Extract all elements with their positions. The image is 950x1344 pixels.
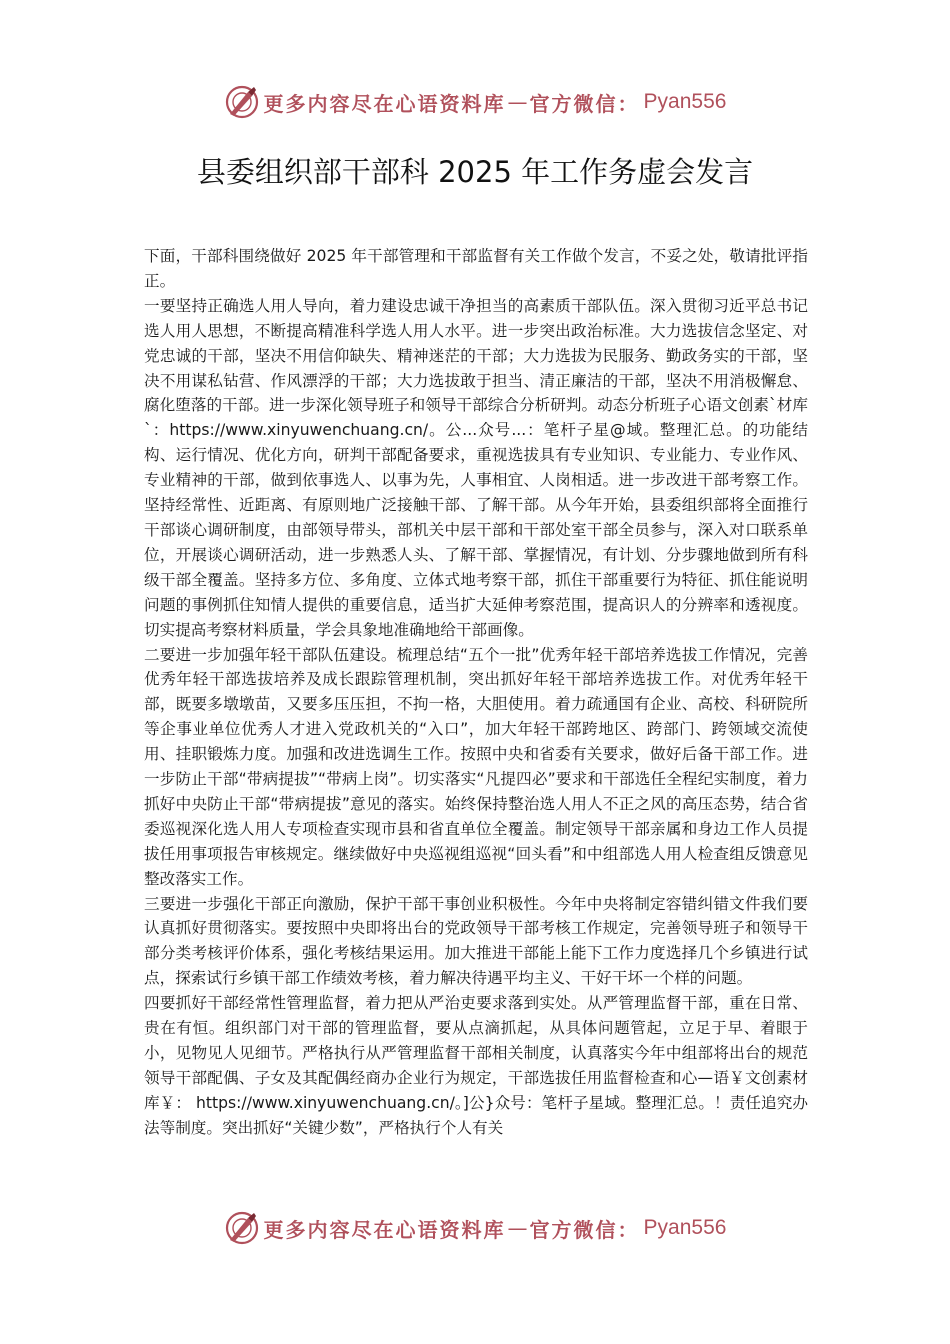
document-body	[144, 244, 808, 1141]
paragraph-section-2: 二要进一步加强年轻干部队伍建设。梳理总结“五个一批”优秀年轻干部培养选拔工作情况，完善优秀年轻干部选拔培养及成长跟踪管理机制，突出抓好年轻干部培养选拔工作。对优秀年轻干部，既要多墩墩苗，又要多压压担，不拘一格，大胆使用。着力疏通国有企业、高校、科研院所等企事业单位优秀人才进入党政机关的“入口”，加大年轻干部跨地区、跨部门、跨领域交流使用、挂职锻炼力度。加强和改进选调生工作。按照中央和省委有关要求，做好后备干部工作。进一步防止干部“带病提拔”“带病上岗”。切实落实“凡提四必”要求和干部选任全程纪实制度，着力抓好中央防止干部“带病提拔”意见的落实。始终保持整治选人用人不正之风的高压态势，结合省委巡视深化选人用人专项检查实现市县和省直单位全覆盖。制定领导干部亲属和身边工作人员提拔任用事项报告审核规定。继续做好中央巡视组巡视“回头看”和中组部选人用人检查组反馈意见整改落实工作。	[144, 645, 808, 888]
paragraph-section-4: 四要抓好干部经常性管理监督，着力把从严治吏要求落到实处。从严管理监督干部，重在日常、贵在有恒。组织部门对干部的管理监督，要从点滴抓起，从具体问题管起，立足于早、着眼于小，见物见人见细节。严格执行从严管理监督干部相关制度，认真落实今年中组部将出台的规范领导干部配偶、子女及其配偶经商办企业行为规定，干部选拔任用监督检查和心—语￥文创素材库￥： https://www.xinyuwenchuang.cn/。]公}众号：笔杆子星域。整理汇总。！责任追究办法等制度。突出抓好“关键少数”，严格执行个人有关	[144, 994, 808, 1137]
header-banner	[0, 80, 950, 124]
paragraph-section-3: 三要进一步强化干部正向激励，保护干部干事创业积极性。今年中央将制定容错纠错文件我们要认真抓好贯彻落实。要按照中央即将出台的党政领导干部考核工作规定，完善领导班子和领导干部分类考核评价体系，强化考核结果运用。加大推进干部能上能下工作力度选择几个乡镇进行试点，探索试行乡镇干部工作绩效考核，着力解决待遇平均主义、干好干坏一个样的问题。	[144, 894, 808, 988]
banner-slogan: 更多内容尽在心语资料库	[263, 1217, 506, 1242]
banner-separator: —	[507, 1216, 528, 1240]
banner-wechat-label: 官方微信：	[529, 91, 640, 116]
banner-wechat-label: 官方微信：	[529, 1217, 640, 1242]
pen-logo-icon	[224, 84, 260, 120]
document-title: 县委组织部干部科 2025 年工作务虚会发言	[196, 155, 754, 189]
banner-wechat-id: Pyan556	[643, 90, 727, 113]
footer-banner	[0, 1206, 950, 1250]
pen-logo-icon	[224, 1210, 260, 1246]
paragraph-section-1: 一要坚持正确选人用人导向，着力建设忠诚干净担当的高素质干部队伍。深入贯彻习近平总书记选人用人思想，不断提高精准科学选人用人水平。进一步突出政治标准。大力选拔信念坚定、对党忠诚的干部，坚决不用信仰缺失、精神迷茫的干部；大力选拔为民服务、勤政务实的干部，坚决不用谋私钻营、作风漂浮的干部；大力选拔敢于担当、清正廉洁的干部，坚决不用消极懈怠、腐化堕落的干部。进一步深化领导班子和领导干部综合分析研判。动态分析班子心语文创素`材库`：https://www.xinyuwenchuang.cn/。公...众号...：笔杆子星@域。整理汇总。的功能结构、运行情况、优化方向，研判干部配备要求，重视选拔具有专业知识、专业能力、专业作风、专业精神的干部，做到依事选人、以事为先，人事相宜、人岗相适。进一步改进干部考察工作。坚持经常性、近距离、有原则地广泛接触干部、了解干部。从今年开始，县委组织部将全面推行干部谈心调研制度，由部领导带头，部机关中层干部和干部处室干部全员参与，深入对口联系单位，开展谈心调研活动，进一步熟悉人头、了解干部、掌握情况，有计划、分步骤地做到所有科级干部全覆盖。坚持多方位、多角度、立体式地考察干部，抓住干部重要行为特征、抓住能说明问题的事例抓住知情人提供的重要信息，适当扩大延伸考察范围，提高识人的分辨率和透视度。切实提高考察材料质量，学会具象地准确地给干部画像。	[144, 296, 808, 639]
banner-wechat-id: Pyan556	[643, 1216, 727, 1239]
banner-separator: —	[507, 90, 528, 114]
banner-slogan: 更多内容尽在心语资料库	[263, 91, 506, 116]
paragraph-intro: 下面，干部科围绕做好 2025 年干部管理和干部监督有关工作做个发言，不妥之处，敬请批评指正。	[144, 247, 808, 290]
